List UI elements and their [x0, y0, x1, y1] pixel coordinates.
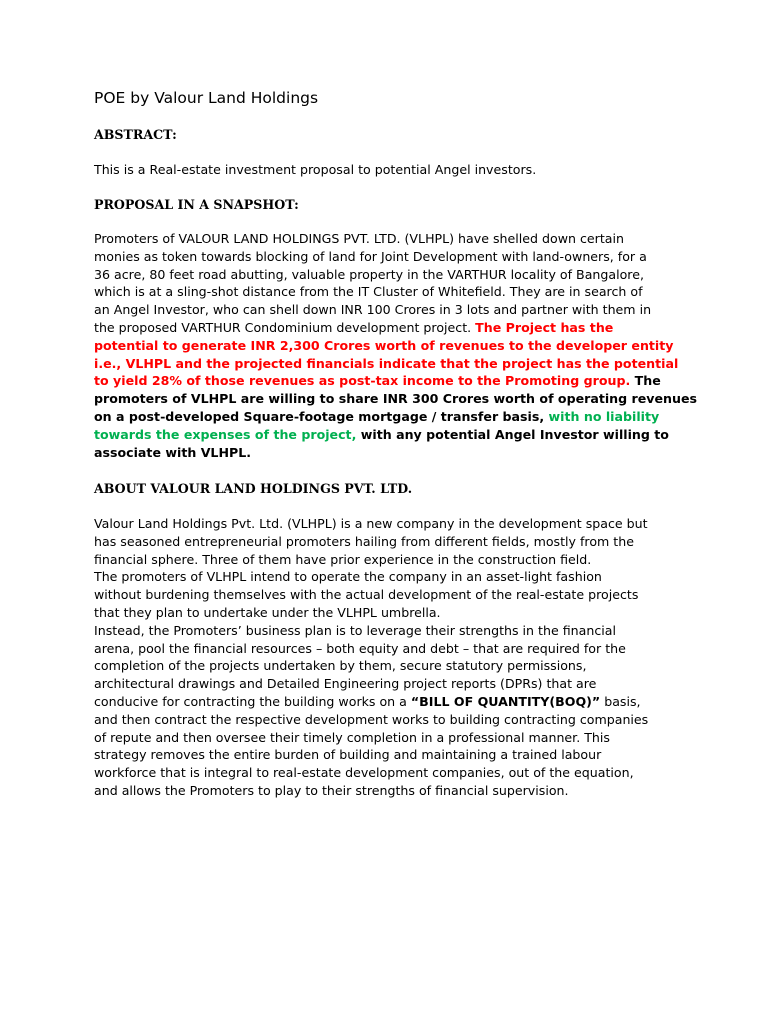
paragraph-line: [94, 248, 697, 266]
bold-text-run: associate with VLHPL.: [94, 444, 252, 460]
paragraph-line: [94, 390, 697, 408]
abstract-text: This is a Real-estate investment proposal to potential Angel investors.: [94, 162, 537, 177]
paragraph-line: [94, 230, 697, 248]
paragraph-line: [94, 622, 648, 640]
paragraph-line: [94, 372, 697, 390]
paragraph-line: [94, 746, 648, 764]
paragraph-line: [94, 711, 648, 729]
text-run: monies as token towards blocking of land for Joint Development with land-owners, for a: [94, 248, 647, 264]
paragraph-line: [94, 764, 648, 782]
document-title: POE by Valour Land Holdings: [94, 89, 319, 107]
text-run: the proposed VARTHUR Condominium development project.: [94, 319, 476, 335]
text-run: 36 acre, 80 feet road abutting, valuable property in the VARTHUR locality of Bangalore,: [94, 266, 644, 282]
text-run: has seasoned entrepreneurial promoters hailing from different fields, mostly from the: [94, 533, 634, 549]
text-run: without burdening themselves with the actual development of the real-estate projects: [94, 587, 639, 603]
text-run: completion of the projects undertaken by them, secure statutory permissions,: [94, 658, 587, 674]
text-run: Instead, the Promoters’ business plan is to leverage their strengths in the financial: [94, 622, 616, 638]
green-highlight-run: with no liability: [548, 408, 660, 424]
red-highlight-run: i.e., VLHPL and the projected financials indicate that the project has the potential: [94, 355, 679, 371]
about-paragraph: [94, 515, 648, 800]
green-highlight-run: towards the expenses of the project,: [94, 426, 361, 442]
paragraph-line: [94, 355, 697, 373]
text-run: and allows the Promoters to play to their strengths of financial supervision.: [94, 782, 569, 798]
paragraph-line: [94, 729, 648, 747]
red-highlight-run: potential to generate INR 2,300 Crores worth of revenues to the developer entity: [94, 337, 674, 353]
paragraph-line: [94, 675, 648, 693]
text-run: The promoters of VLHPL intend to operate the company in an asset-light fashion: [94, 569, 602, 585]
paragraph-line: [94, 444, 697, 462]
paragraph-line: [94, 533, 648, 551]
about-heading: ABOUT VALOUR LAND HOLDINGS PVT. LTD.: [94, 481, 413, 496]
bold-text-run: on a post-developed Square-footage mortgage / transfer basis,: [94, 408, 549, 424]
text-run: arena, pool the financial resources – both equity and debt – that are required for the: [94, 640, 626, 656]
text-run: Valour Land Holdings Pvt. Ltd. (VLHPL) is a new company in the development space but: [94, 516, 648, 531]
text-run: basis,: [600, 693, 641, 709]
bold-text-run: “BILL OF QUANTITY(BOQ)”: [410, 693, 601, 709]
paragraph-line: [94, 337, 697, 355]
paragraph-line: [94, 408, 697, 426]
paragraph-line: [94, 782, 648, 800]
text-run: which is at a sling-shot distance from the IT Cluster of Whitefield. They are in search of: [94, 284, 643, 300]
paragraph-line: [94, 568, 648, 586]
text-run: conducive for contracting the building works on a: [94, 693, 411, 709]
paragraph-line: [94, 426, 697, 444]
paragraph-line: [94, 515, 648, 533]
red-highlight-run: The Project has the: [475, 319, 614, 335]
text-run: strategy removes the entire burden of building and maintaining a trained labour: [94, 747, 602, 763]
text-run: workforce that is integral to real-estate development companies, out of the equation,: [94, 765, 634, 781]
snapshot-paragraph: [94, 230, 697, 461]
paragraph-line: [94, 640, 648, 658]
text-run: of repute and then oversee their timely completion in a professional manner. This: [94, 729, 610, 745]
paragraph-line: [94, 657, 648, 675]
paragraph-line: [94, 551, 648, 569]
text-run: Promoters of VALOUR LAND HOLDINGS PVT. LTD. (VLHPL) have shelled down certain: [94, 231, 624, 246]
paragraph-line: [94, 604, 648, 622]
abstract-heading: ABSTRACT:: [94, 127, 177, 142]
text-run: and then contract the respective development works to building contracting companies: [94, 711, 649, 727]
text-run: financial sphere. Three of them have prior experience in the construction field.: [94, 551, 592, 567]
paragraph-line: [94, 586, 648, 604]
bold-text-run: with any potential Angel Investor willing to: [360, 426, 669, 442]
text-run: that they plan to undertake under the VLHPL umbrella.: [94, 604, 441, 620]
paragraph-line: [94, 266, 697, 284]
snapshot-heading: PROPOSAL IN A SNAPSHOT:: [94, 197, 299, 212]
paragraph-line: [94, 301, 697, 319]
text-run: architectural drawings and Detailed Engineering project reports (DPRs) that are: [94, 676, 597, 692]
paragraph-line: [94, 283, 697, 301]
text-run: an Angel Investor, who can shell down INR 100 Crores in 3 lots and partner with them in: [94, 302, 652, 318]
paragraph-line: [94, 693, 648, 711]
bold-text-run: The: [630, 373, 661, 389]
paragraph-line: [94, 319, 697, 337]
bold-text-run: promoters of VLHPL are willing to share INR 300 Crores worth of operating revenues: [94, 391, 698, 407]
red-highlight-run: to yield 28% of those revenues as post-tax income to the Promoting group.: [94, 373, 631, 389]
